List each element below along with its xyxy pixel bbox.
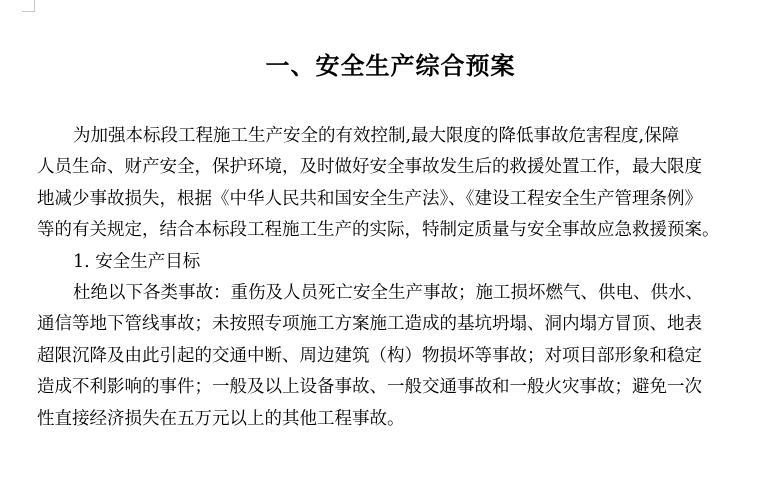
paragraph-line: 等的有关规定，结合本标段工程施工生产的实际，特制定质量与安全事故应急救援预案。 [37,220,720,241]
paragraph-line: 人员生命、财产安全，保护环境，及时做好安全事故发生后的救援处置工作，最大限度 [37,157,702,178]
paragraph-line: 地减少事故损失，根据《中华人民共和国安全生产法》、《建设工程安全生产管理条例》 [37,188,702,209]
paragraph-line: 造成不利影响的事件；一般及以上设备事故、一般交通事故和一般火灾事故；避免一次 [37,377,702,398]
paragraph-line: 超限沉降及由此引起的交通中断、周边建筑（构）物损坏等事故；对项目部形象和稳定 [37,345,702,366]
body-text [37,121,767,435]
margin-corner-mark-horizontal [22,11,34,12]
document-title: 一、安全生产综合预案 [265,52,516,80]
paragraph-line: 杜绝以下各类事故：重伤及人员死亡安全生产事故；施工损坏燃气、供电、供水、 [73,282,703,303]
paragraph-line: 通信等地下管线事故；未按照专项施工方案施工造成的基坑坍塌、洞内塌方冒顶、地表 [37,314,702,335]
paragraph-line: 为加强本标段工程施工生产安全的有效控制,最大限度的降低事故危害程度,保障 [73,126,680,146]
section-heading: 1. 安全生产目标 [73,251,201,272]
paragraph-line: 性直接经济损失在五万元以上的其他工程事故。 [37,408,405,429]
margin-corner-mark [34,0,35,12]
